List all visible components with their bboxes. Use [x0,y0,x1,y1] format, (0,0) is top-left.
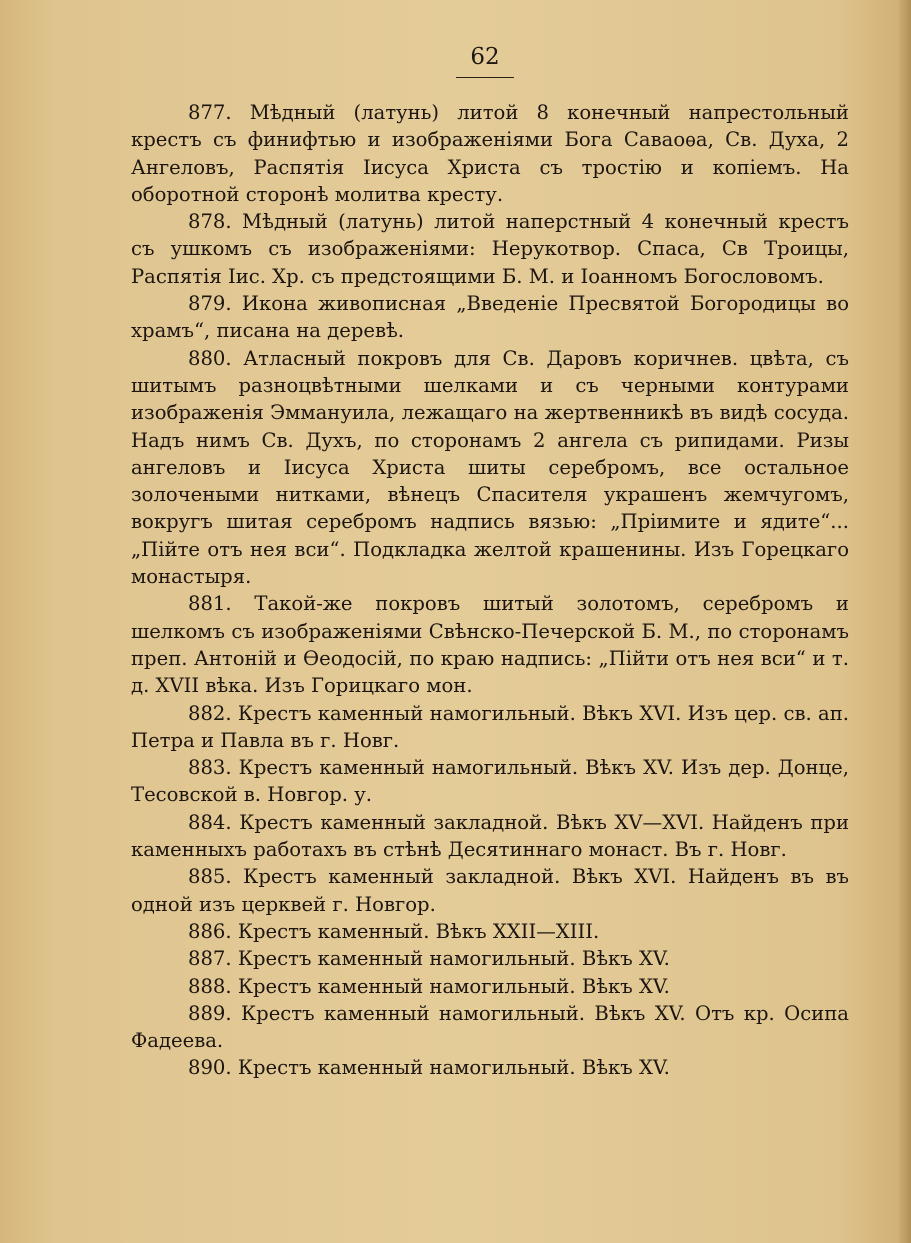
page-edge-shadow [897,0,911,1243]
catalog-entry-887: 887. Крестъ каменный намогильный. Вѣкъ XV. [188,947,670,971]
catalog-entry-878: 878. Мѣдный (латунь) литой наперстный 4 конечный крестъ съ ушкомъ съ изображеніями: Нерукотвор. Спаса, Св Троицы, Распятія Іис. Хр. съ предстоящими Б. М. и Іоанномъ Богословомъ. [131,210,849,288]
catalog-entry-886: 886. Крестъ каменный. Вѣкъ XXII—XIII. [188,919,600,943]
catalog-entry-884: 884. Крестъ каменный закладной. Вѣкъ XV—XVI. Найденъ при каменныхъ работахъ въ стѣнѣ Десятиннаго монаст. Въ г. Новг. [131,810,849,862]
catalog-text [131,99,849,1082]
catalog-entry-888: 888. Крестъ каменный намогильный. Вѣкъ XV. [188,974,670,998]
catalog-entry-881: 881. Такой-же покровъ шитый золотомъ, серебромъ и шелкомъ съ изображеніями Свѣнско-Печерской Б. М., по сторонамъ преп. Антоній и Ѳеодосій, по краю надпись: „Пійти отъ нея вси“ и т. д. XVII вѣка. Изъ Горицкаго мон. [131,592,849,698]
catalog-entry-883: 883. Крестъ каменный намогильный. Вѣкъ XV. Изъ дер. Донце, Тесовской в. Новгор. у. [131,756,849,807]
catalog-entry-880: 880. Атласный покровъ для Св. Даровъ коричнев. цвѣта, съ шитымъ разноцвѣтными шелками и съ черными контурами изображенія Эммануила, лежащаго на жертвенникѣ въ видѣ сосуда. Надъ нимъ Св. Духъ, по сторонамъ 2 ангела съ рипидами. Ризы ангеловъ и Іисуса Христа шиты серебромъ, все остальное золочеными нитками, вѣнецъ Спасителя украшенъ жемчугомъ, вокругъ шитая серебромъ надпись вязью: „Пріимите и ядите“... „Пійте отъ нея вси“. Подкладка желтой крашенины. Изъ Горецкаго монастыря. [131,346,849,589]
catalog-entry-885: 885. Крестъ каменный закладной. Вѣкъ XVI. Найденъ въ въ одной изъ церквей г. Новгор. [131,865,849,916]
catalog-entry-879: 879. Икона живописная „Введеніе Пресвятой Богородицы во храмъ“, писана на деревѣ. [131,292,849,343]
catalog-entry-882: 882. Крестъ каменный намогильный. Вѣкъ XVI. Изъ цер. св. ап. Петра и Павла въ г. Новг. [131,701,849,752]
catalog-entry-890: 890. Крестъ каменный намогильный. Вѣкъ XV. [188,1056,670,1080]
page-number: 62 [470,44,500,70]
catalog-entry-877: 877. Мѣдный (латунь) литой 8 конечный напрестольный крестъ съ финифтью и изображеніями Бога Саваоѳа, Св. Духа, 2 Ангеловъ, Распятія Іисуса Христа съ тростію и копіемъ. На оборотной сторонѣ молитва кресту. [131,101,849,206]
page-number-underline [456,77,514,78]
catalog-entry-889: 889. Крестъ каменный намогильный. Вѣкъ XV. Отъ кр. Осипа Фадеева. [131,1001,849,1053]
